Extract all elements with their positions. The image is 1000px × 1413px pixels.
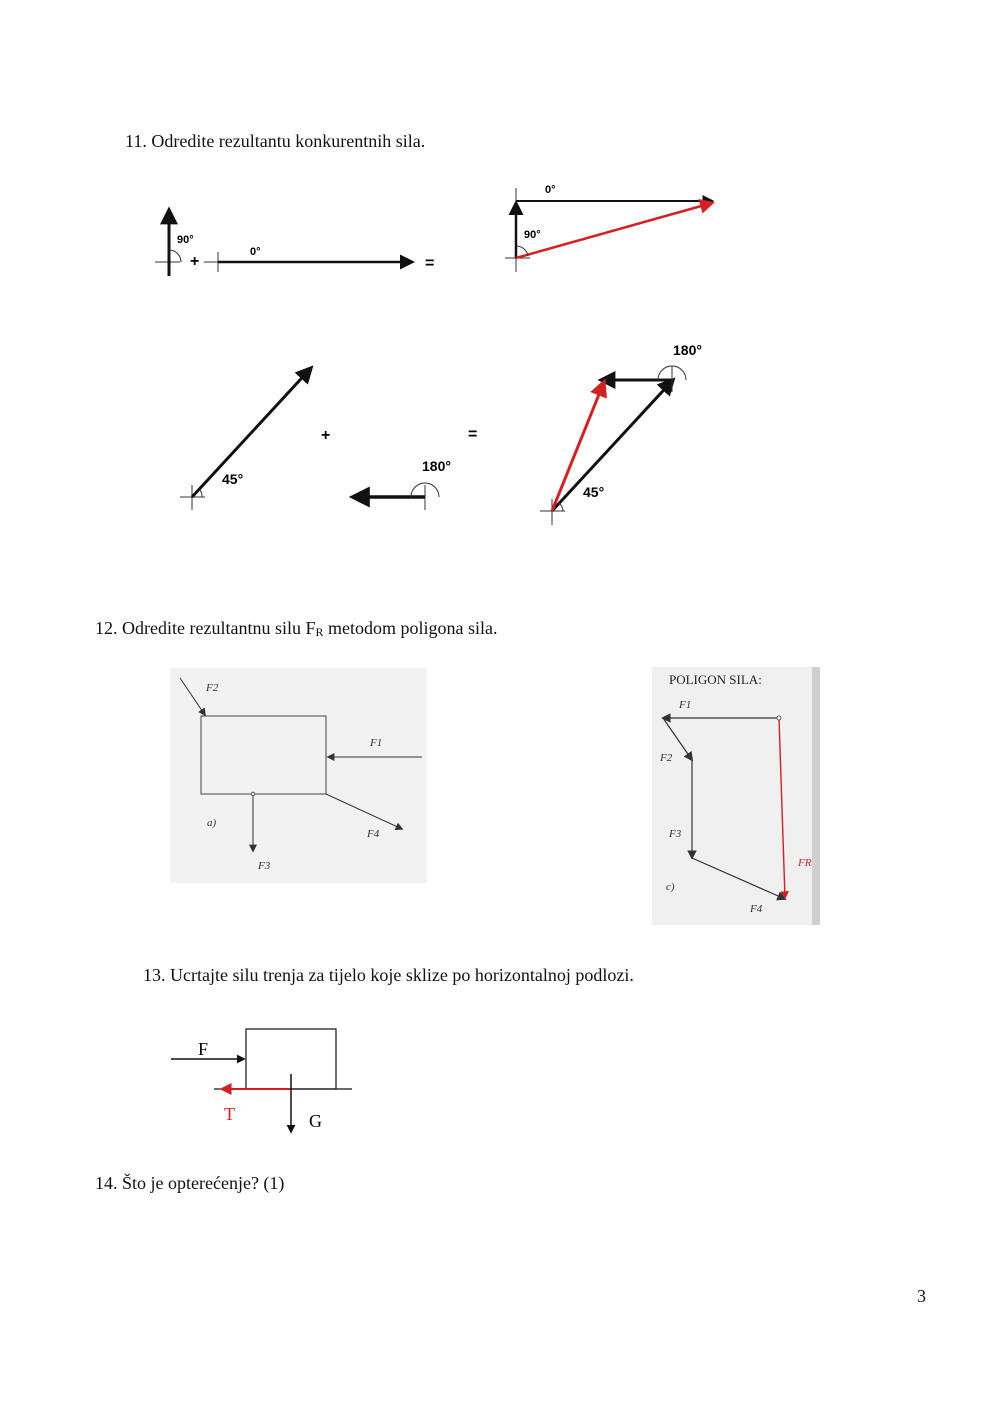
caption-a: a)	[207, 817, 217, 829]
angle-label-90: 90°	[177, 234, 194, 246]
label-t: T	[224, 1104, 235, 1124]
equals-sign: =	[425, 255, 435, 272]
attachment-point	[251, 792, 255, 796]
diagram-1	[155, 184, 712, 276]
polygon-start-point	[777, 716, 781, 720]
question-12-suffix: metodom poligona sila.	[323, 618, 498, 638]
plus-sign: +	[321, 427, 331, 444]
resultant-vector	[516, 203, 712, 258]
page-number: 3	[917, 1286, 926, 1306]
poly-label-f3: F3	[669, 828, 682, 840]
poly-label-f4: F4	[750, 903, 763, 915]
label-f1: F1	[370, 737, 383, 749]
question-14: 14. Što je opterećenje? (1)	[95, 1173, 285, 1193]
label-f2: F2	[206, 682, 219, 694]
figure-c-edge	[812, 667, 820, 925]
question-11: 11. Odredite rezultantu konkurentnih sila.	[125, 131, 426, 151]
angle-label-180: 180°	[422, 458, 451, 474]
angle-arc	[559, 503, 563, 511]
angle-arc	[199, 489, 202, 497]
figure-a	[170, 668, 427, 883]
plus-sign: +	[190, 253, 200, 270]
label-g: G	[309, 1111, 322, 1131]
angle-label-0: 0°	[250, 246, 261, 258]
poly-label-f2: F2	[660, 752, 673, 764]
polygon-title: POLIGON SILA:	[669, 672, 762, 687]
figure-a-background	[170, 668, 427, 883]
vector-45	[192, 368, 311, 497]
question-12-prefix: 12. Odredite rezultantnu silu F	[95, 618, 316, 638]
figure-c-background	[652, 667, 820, 925]
result-angle-180: 180°	[673, 342, 702, 358]
label-f4: F4	[367, 828, 380, 840]
diagram-2	[180, 342, 702, 525]
question-13: 13. Ucrtajte silu trenja za tijelo koje sklize po horizontalnoj podlozi.	[143, 965, 634, 985]
label-f: F	[198, 1039, 209, 1059]
question-12-subscript: R	[315, 625, 324, 639]
result-vector-45	[552, 380, 673, 511]
caption-c: c)	[666, 881, 675, 893]
angle-label-45: 45°	[222, 471, 244, 487]
result-angle-45: 45°	[583, 484, 605, 500]
result-angle-90: 90°	[524, 229, 541, 241]
friction-diagram	[171, 1029, 352, 1132]
angle-arc	[169, 250, 181, 262]
poly-label-f1: F1	[679, 699, 692, 711]
poly-label-fr: FR	[798, 857, 812, 869]
result-angle-0: 0°	[545, 184, 556, 196]
figure-c	[652, 667, 820, 925]
label-f3: F3	[258, 860, 271, 872]
equals-sign: =	[468, 426, 478, 443]
